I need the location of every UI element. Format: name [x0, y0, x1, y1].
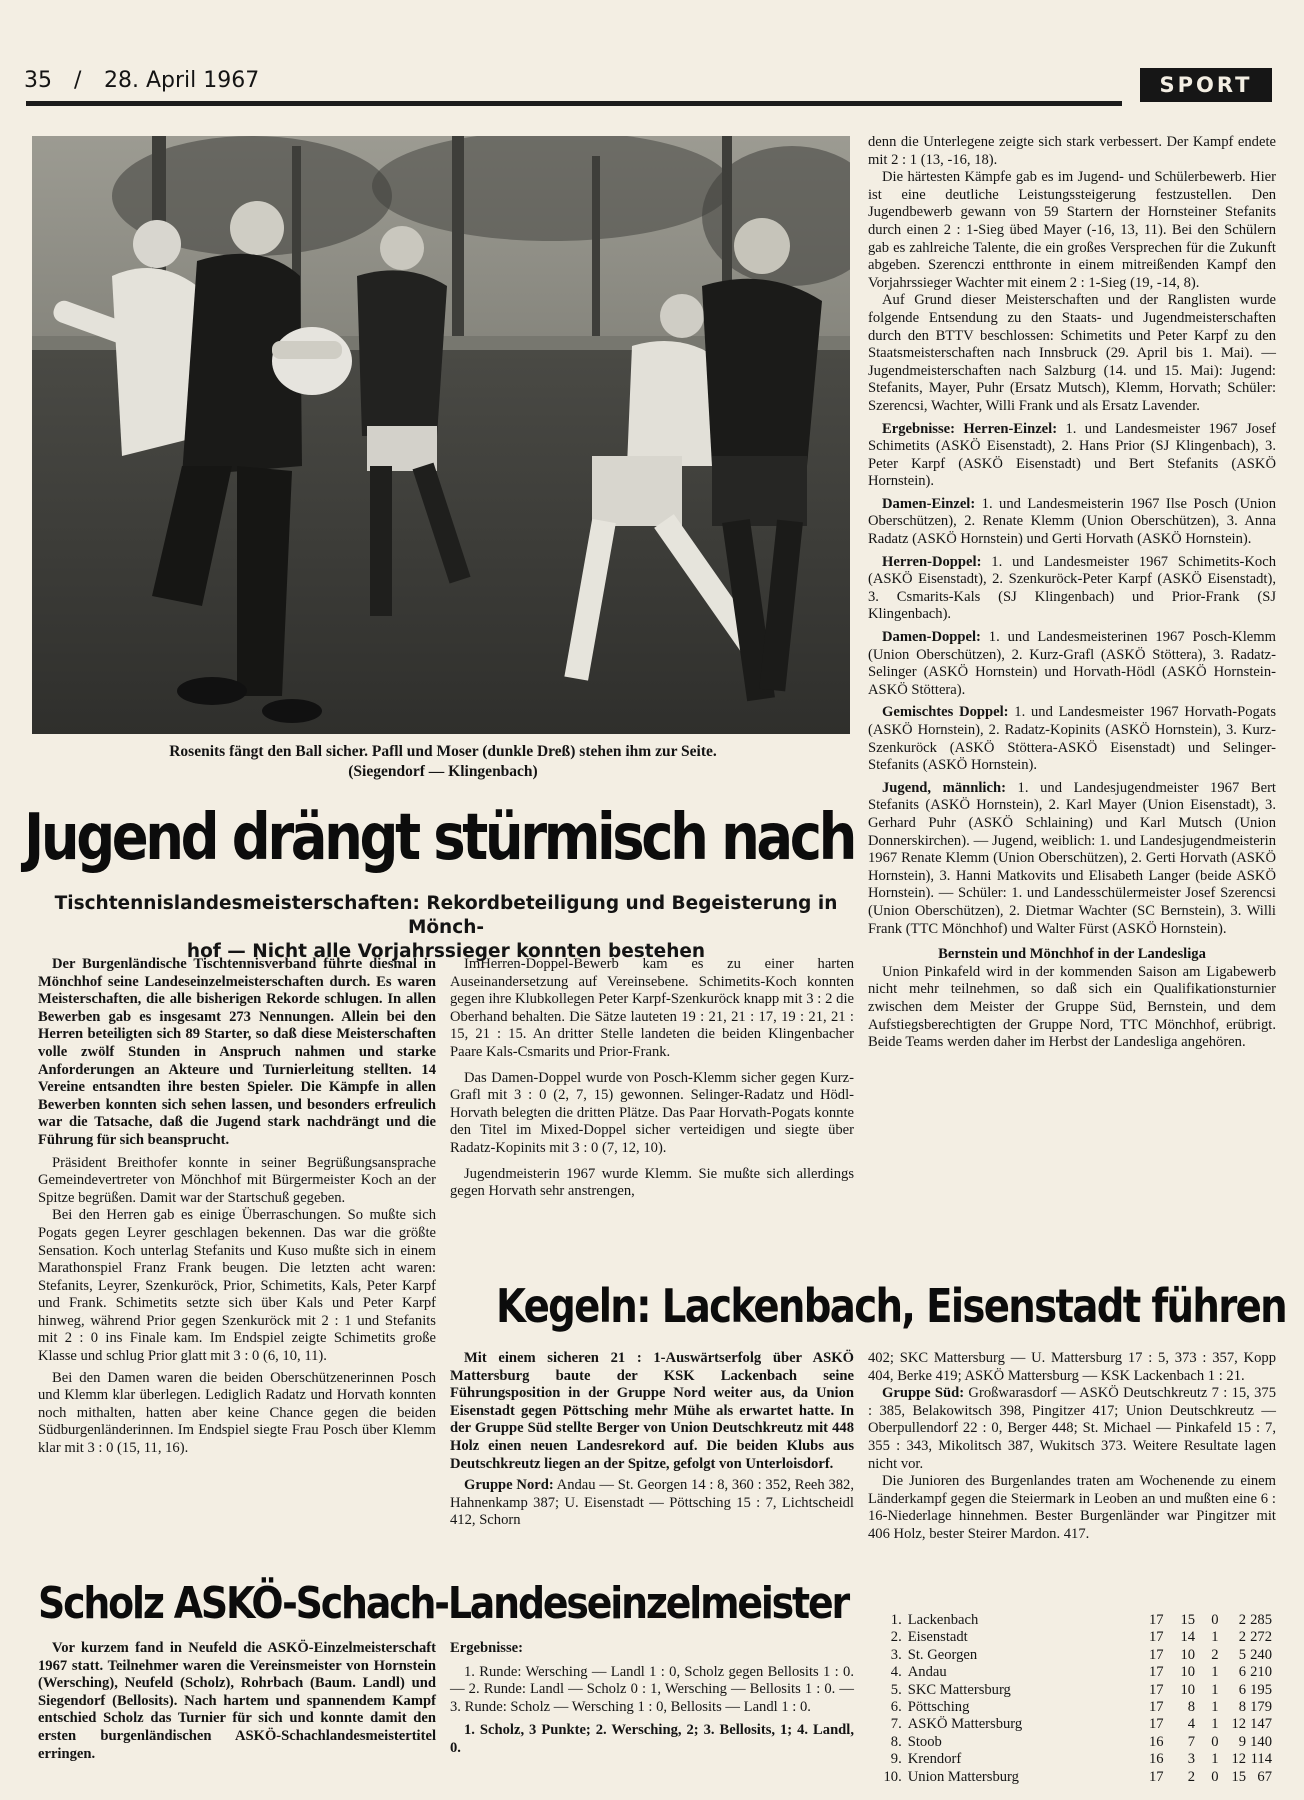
table-cell: 2 — [1211, 1646, 1219, 1663]
tt-paragraph: ImHerren-Doppel-Bewerb kam es zu einer harten Auseinandersetzung auf Vereinsebene. Schimetits-Koch konnten gegen ihre Klubkollegen Peter Karpf-Szenkuröck knapp mit 3 : 2 die Oberhand behalten. Die Sätze lauteten 19 : 21, 21 : 17, 19 : 21, 21 : 15, 21 : 15. An dritter Stelle landeten die beiden Klingenbacher Paare Kals-Csmarits und Prior-Frank. — [450, 956, 854, 1060]
table-row — [876, 1699, 1272, 1716]
issue-date: 28. April 1967 — [104, 68, 260, 93]
group-text: Großwarasdorf — ASKÖ Deutschkreutz 7 : 15, 375 : 385, Belakowitsch 398, Pingitzer 417; Union Deutschkreutz — Oberpullendorf 22 : 0, Berger 448; St. Michael — Pinkafeld 15 : 7, 355 : 343, Mikolitsch 387, Wukitsch 373. Weitere Resultate lagen nicht vor. — [868, 1385, 1277, 1472]
table-cell: 6. — [890, 1699, 902, 1716]
kegeln-headline: Kegeln: Lackenbach, Eisenstadt führen — [496, 1279, 1286, 1333]
table-cell: 0 — [1211, 1612, 1219, 1628]
result-label: Ergebnisse: Herren-Einzel: — [882, 420, 1058, 437]
table-cell: 2. — [890, 1629, 902, 1646]
kegeln-nord-continued: 402; SKC Mattersburg — U. Mattersburg 17 : 5, 373 : 357, Kopp 404, Berke 419; ASKÖ Mattersburg — KSK Lackenbach 1 : 21. — [868, 1350, 1276, 1384]
header-separator: / — [74, 68, 82, 93]
table-cell: 17 — [1149, 1664, 1164, 1681]
table-cell: 17 — [1149, 1681, 1164, 1698]
table-cell: 195 — [1250, 1681, 1272, 1698]
result-label: Gemischtes Doppel: — [882, 704, 1009, 721]
tt-paragraph: Das Damen-Doppel wurde von Posch-Klemm sicher gegen Kurz-Grafl mit 3 : 0 (2, 7, 15) gewonnen. Selinger-Radatz und Hödl-Horvath belegten die dritten Plätze. Das Paar Horvath-Pogats konnte den Titel im Mixed-Doppel sicher verteidigen und siegte über Radatz-Kopinits mit 3 : 0 (7, 12, 10). — [450, 1069, 854, 1156]
table-cell: 8 — [1187, 1699, 1196, 1716]
table-cell: 2 — [1238, 1629, 1247, 1646]
table-cell: 67 — [1257, 1768, 1272, 1785]
table-cell: 114 — [1250, 1751, 1272, 1768]
result-text: 1. und Landesmeisterin 1967 Ilse Posch (Union Oberschützen), 2. Renate Klemm (Union Oberschützen), 3. Anna Radatz (ASKÖ Hornstein) und Gerti Horvath (ASKÖ Hornstein). — [868, 495, 1276, 548]
table-cell: 272 — [1250, 1629, 1272, 1646]
tt-result-herren-doppel — [868, 554, 1276, 624]
table-cell: 17 — [1149, 1716, 1164, 1733]
schach-column-2 — [450, 1640, 854, 1758]
team-name-cell: Andau — [907, 1664, 947, 1681]
table-cell: 17 — [1149, 1629, 1164, 1646]
table-cell: 179 — [1250, 1699, 1272, 1716]
table-cell: 4. — [890, 1664, 902, 1681]
table-cell: 5. — [890, 1681, 902, 1698]
result-label: Damen-Doppel: — [882, 629, 981, 646]
table-cell: 1 — [1211, 1629, 1219, 1646]
table-cell: 10 — [1180, 1681, 1196, 1698]
table-row — [876, 1751, 1272, 1768]
table-cell: 147 — [1250, 1716, 1272, 1733]
tt-result-damen-einzel — [868, 496, 1276, 549]
liga-subhead: Bernstein und Mönchhof in der Landesliga — [938, 946, 1206, 963]
table-cell: 1 — [1211, 1716, 1219, 1733]
table-cell: 10 — [1180, 1646, 1196, 1663]
table-cell: 15 — [1231, 1768, 1247, 1785]
football-photo-illustration — [32, 136, 850, 734]
tt-paragraph: Jugendmeisterin 1967 wurde Klemm. Sie mußte sich allerdings gegen Horvath sehr anstrengen, — [450, 1165, 854, 1200]
team-name-cell: Pöttsching — [907, 1699, 970, 1716]
table-cell: 3 — [1187, 1751, 1196, 1768]
table-cell: 1 — [1211, 1664, 1219, 1681]
tt-paragraph: Die härtesten Kämpfe gab es im Jugend- und Schülerbewerb. Hier ist eine deutliche Leistungssteigerung festzustellen. Den Jugendbewerb gewann von 59 Startern der Hornsteiner Stefanits durch einen 2 : 1-Sieg übed Mayer (-16, 13, 11). Bei den Schülern gab es zahlreiche Talente, die ein großes Versprechen für die Zukunft abgeben. Szerenczi entthronte in einem mitreißenden Kampf den Vorjahrssieger Wachter mit einem 2 : 1-Sieg (19, -14, 8). — [868, 169, 1276, 291]
tt-paragraph: Auf Grund dieser Meisterschaften und der Ranglisten wurde folgende Entsendung zu den Staats- und Jugendmeisterschaften durch den BTTV beschlossen: Schimetits und Peter Karpf zu den Staatsmeisterschaften nach Innsbruck (29. April bis 1. Mai). — Jugendmeisterschaften nach Salzburg (14. und 15. Mai): Jugend: Stefanits, Mayer, Puhr (Ersatz Mutsch), Klemm, Horvath; Schüler: Szerencsi, Wachter, Willi Frank und als Ersatz Lavender. — [868, 292, 1276, 414]
tt-paragraph: denn die Unterlegene zeigte sich stark verbessert. Der Kampf endete mit 2 : 1 (13, -16, 18). — [868, 134, 1276, 168]
tt-column-1 — [38, 956, 436, 1458]
table-cell: 6 — [1238, 1681, 1247, 1698]
table-row — [876, 1734, 1272, 1751]
group-text: Andau — St. Georgen 14 : 8, 360 : 352, Reeh 382, Hahnenkamp 387; U. Eisenstadt — Pöttsching 15 : 7, Lichtscheidl 412, Schorn — [450, 1477, 854, 1529]
table-cell: 8 — [1238, 1699, 1247, 1716]
table-cell: 2 — [1187, 1768, 1196, 1785]
schach-column-1 — [38, 1640, 436, 1763]
schach-headline: Scholz ASKÖ-Schach-Landeseinzelmeister — [38, 1578, 848, 1629]
team-name-cell: ASKÖ Mattersburg — [907, 1716, 1023, 1733]
tt-lead-paragraph: Der Burgenländische Tischtennisverband führte diesmal in Mönchhof seine Landeseinzelmeisterschaften durch. Es waren Meisterschaften, die alle bisherigen Rekorde schlugen. In allen Bewerben gab es insgesamt 273 Nennungen. Allein bei den Herren beteiligten sich 89 Starter, so daß diese Meisterschaften volle zwölf Stunden in Anspruch nahmen und starke Anforderungen an Akteure und Turnierleitung stellten. 14 Vereine entsandten ihre besten Spieler. Die Kämpfe in allen Bewerben konnten sich sehen lassen, und besonders erfreulich war die Tatsache, daß die Jugend stark nachdrängt und die Führung für sich beansprucht. — [38, 956, 436, 1148]
schach-results-head: Ergebnisse: — [450, 1640, 523, 1656]
section-label: SPORT — [1140, 68, 1272, 102]
tt-result-damen-doppel — [868, 629, 1276, 699]
table-row — [876, 1769, 1272, 1786]
team-name-cell: Lackenbach — [907, 1612, 979, 1628]
group-label: Gruppe Süd: — [882, 1385, 965, 1402]
photo-caption-line1: Rosenits fängt den Ball sicher. Pafll und Moser (dunkle Dreß) stehen ihm zur Seite. — [169, 743, 717, 760]
schach-rounds: 1. Runde: Wersching — Landl 1 : 0, Scholz gegen Bellosits 1 : 0. — 2. Runde: Landl — Scholz 0 : 1, Wersching — Bellosits 1 : 0. — 3. Runde: Scholz — Wersching 1 : 0, Bellosits — Landl 1 : 0. — [450, 1663, 854, 1715]
table-cell: 7. — [890, 1716, 902, 1733]
photo-caption — [30, 742, 856, 782]
table-cell: 8. — [890, 1733, 902, 1750]
tt-paragraph: Bei den Herren gab es einige Überraschungen. So mußte sich Pogats gegen Leyrer geschlagen bekennen. Das war die größte Sensation. Koch unterlag Stefanits und Kuso mußte sich in einem Marathonspiel Franz Frank beugen. Die letzten acht waren: Stefanits, Leyrer, Szenkuröck, Prior, Schimetits, Kals, Peter Karpf und Frank. Schimetits setzte sich über Kals und Peter Karpf hinweg, während Prior gegen Szenkuröck mit 2 : 1 und Stefanits mit 2 : 0 ins Finale kam. Im Endspiel zeigte Schimetits große Klasse und schlug Prior glatt mit 3 : 0 (6, 10, 11). — [38, 1207, 436, 1365]
tt-column-3 — [868, 134, 1276, 1052]
team-name-cell: Eisenstadt — [907, 1629, 968, 1646]
kegeln-gruppe-sued — [868, 1385, 1276, 1473]
schach-final: 1. Scholz, 3 Punkte; 2. Wersching, 2; 3. Bellosits, 1; 4. Landl, 0. — [450, 1722, 854, 1756]
table-cell: 10. — [883, 1768, 902, 1785]
table-row — [876, 1682, 1272, 1699]
result-text: 1. und Landesmeister 1967 Josef Schimetits (ASKÖ Eisenstadt), 2. Hans Prior (SJ Klingenbach), 3. Peter Karpf (ASKÖ Eisenstadt) und Bert Stefanits (ASKÖ Hornstein). — [868, 420, 1276, 490]
table-cell: 210 — [1250, 1664, 1272, 1681]
table-cell: 17 — [1149, 1612, 1164, 1628]
kegeln-column-2 — [868, 1350, 1276, 1544]
table-row — [876, 1664, 1272, 1681]
table-cell: 3. — [890, 1646, 902, 1663]
table-cell: 14 — [1180, 1629, 1196, 1646]
table-cell: 5 — [1238, 1646, 1247, 1663]
table-cell: 16 — [1149, 1751, 1164, 1768]
team-name-cell: Stoob — [907, 1733, 942, 1750]
football-photo — [32, 136, 850, 734]
team-name-cell: Union Mattersburg — [907, 1768, 1019, 1785]
table-cell: 17 — [1149, 1699, 1164, 1716]
schach-lead: Vor kurzem fand in Neufeld die ASKÖ-Einzelmeisterschaft 1967 statt. Teilnehmer waren die Vereinsmeister von Hornstein (Wersching), Neufeld (Scholz), Rohrbach (Baum. Landl) und Siegendorf (Bellosits). Nach hartem und spannendem Kampf entschied Scholz das Turnier für sich und konnte damit den ersten burgenländischen ASKÖ-Schachlandesmeistertitel erringen. — [38, 1640, 436, 1762]
table-cell: 7 — [1187, 1733, 1196, 1750]
tt-result-herren-einzel — [868, 421, 1276, 491]
table-row — [876, 1612, 1272, 1629]
standings-table — [876, 1612, 1272, 1786]
table-cell: 10 — [1180, 1664, 1196, 1681]
result-label: Damen-Einzel: — [882, 495, 976, 512]
result-text: 1. und Landesmeister 1967 Horvath-Pogats (ASKÖ Hornstein), 2. Radatz-Kopinits (ASKÖ Hornstein), 3. Kurz-Szenkuröck (ASKÖ Stöttera-ASKÖ Eisenstadt) und Selinger-Stefanits (ASKÖ Hornstein). — [868, 704, 1276, 774]
tt-subhead-line2: hof — Nicht alle Vorjahrssieger konnten bestehen — [186, 941, 706, 962]
table-cell: 1 — [1211, 1681, 1219, 1698]
photo-caption-line2: (Siegendorf — Klingenbach) — [348, 763, 538, 780]
result-text: 1. und Landesjugendmeister 1967 Bert Stefanits (ASKÖ Hornstein), 2. Karl Mayer (Union Eisenstadt), 3. Gerhard Puhr (ASKÖ Schlaining) und Karl Mutsch (Union Donnerskirchen). — Jugend, weiblich: 1. und Landesjugendmeisterin 1967 Renate Klemm (Union Oberschützen), 2. Gerti Horvath (ASKÖ Hornstein), 3. Hanni Matkovits und Elisabeth Langer (beide ASKÖ Hornstein). — Schüler: 1. und Landesschülermeister Josef Szerencsi (Union Oberschützen), 2. Dietmar Wachter (SC Bernstein), 3. Willi Frank (TTC Mönchhof) und Walter Fürst (ASKÖ Hornstein). — [868, 779, 1276, 937]
kegeln-gruppe-nord — [450, 1477, 854, 1530]
table-cell: 285 — [1250, 1612, 1272, 1628]
tt-result-mixed — [868, 704, 1276, 774]
liga-paragraph: Union Pinkafeld wird in der kommenden Saison am Ligabewerb nicht mehr teilnehmen, so daß sich ein Qualifikationsturnier zwischen dem Meister der Gruppe Süd, Bernstein, und dem Aufstiegsberechtigten der Gruppe Nord, TTC Mönchhof, erübrigt. Beide Teams werden daher im Herbst der Landesliga angehören. — [868, 963, 1276, 1051]
result-label: Jugend, männlich: — [882, 779, 1006, 796]
table-cell: 12 — [1231, 1751, 1247, 1768]
table-cell: 15 — [1180, 1612, 1196, 1628]
tt-subhead-line1: Tischtennislandesmeisterschaften: Rekordbeteiligung und Begeisterung in Mönch- — [54, 893, 838, 938]
tt-result-jugend — [868, 780, 1276, 938]
table-row — [876, 1716, 1272, 1733]
table-cell: 1. — [890, 1612, 902, 1628]
tt-paragraph: Präsident Breithofer konnte in seiner Begrüßungsansprache Gemeindevertreter von Mönchhof mit Bürgermeister Koch an der Spitze begrüßen. Damit war der Startschuß gegeben. — [38, 1154, 436, 1206]
table-cell: 6 — [1238, 1664, 1247, 1681]
table-cell: 16 — [1149, 1733, 1164, 1750]
table-cell: 0 — [1211, 1733, 1219, 1750]
team-name-cell: St. Georgen — [907, 1646, 978, 1663]
table-cell: 1 — [1211, 1699, 1219, 1716]
table-cell: 140 — [1250, 1733, 1272, 1750]
page-number: 35 — [24, 68, 52, 93]
kegeln-lead: Mit einem sicheren 21 : 1-Auswärtserfolg über ASKÖ Mattersburg baute der KSK Lackenbach seine Führungsposition in der Gruppe Nord weiter aus, da Union Eisenstadt gegen Pöttsching mehr Mühe als erwartet hatte. In der Gruppe Süd stellte Berger von Union Deutschkreutz mit 448 Holz einen neuen Landesrekord auf. Die beiden Klubs aus Deutschkreutz liegen an der Spitze, gefolgt von Unterloisdorf. — [450, 1350, 854, 1472]
result-text: 1. und Landesmeisterinen 1967 Posch-Klemm (Union Oberschützen), 2. Kurz-Grafl (ASKÖ Stöttera), 3. Radatz-Selinger (ASKÖ Hornstein) und Horvath-Hödl (ASKÖ Hornstein-ASKÖ Stöttera). — [868, 629, 1276, 698]
table-cell: 2 — [1238, 1612, 1247, 1628]
table-row — [876, 1647, 1272, 1664]
table-cell: 9. — [890, 1751, 902, 1768]
header-rule — [26, 101, 1122, 106]
result-label: Herren-Doppel: — [882, 553, 982, 570]
result-text: 1. und Landesmeister 1967 Schimetits-Koch (ASKÖ Eisenstadt), 2. Szenkuröck-Peter Karpf (ASKÖ Eisenstadt), 3. Csmarits-Kals (SJ Klingenbach) und Prior-Frank (SJ Klingenbach). — [868, 553, 1276, 623]
table-cell: 240 — [1250, 1646, 1272, 1663]
table-cell: 17 — [1149, 1646, 1164, 1663]
team-name-cell: Krendorf — [907, 1751, 962, 1768]
tt-headline: Jugend drängt stürmisch nach — [24, 801, 854, 875]
tt-column-2 — [450, 956, 854, 1201]
table-cell: 12 — [1231, 1716, 1247, 1733]
group-label: Gruppe Nord: — [464, 1477, 554, 1494]
table-cell: 1 — [1211, 1751, 1219, 1768]
table-cell: 9 — [1238, 1733, 1247, 1750]
kegeln-junioren: Die Junioren des Burgenlandes traten am Wochenende zu einem Länderkampf gegen die Steiermark in Leoben an und mußten eine 6 : 16-Niederlage hinnehmen. Bester Burgenländer war Pingitzer mit 406 Holz, bester Steirer Mardon. 417. — [868, 1473, 1276, 1542]
team-name-cell: SKC Mattersburg — [907, 1681, 1011, 1698]
table-cell: 4 — [1187, 1716, 1196, 1733]
kegeln-column-1 — [450, 1350, 854, 1530]
tt-paragraph: Bei den Damen waren die beiden Oberschützenerinnen Posch und Klemm klar überlegen. Lediglich Radatz und Horvath konnten noch mithalten, hatten aber keine Chance gegen die beiden Südburgenländerinnen. Im Endspiel siegte Frau Posch über Klemm klar mit 3 : 0 (15, 11, 16). — [38, 1369, 436, 1457]
table-row — [876, 1629, 1272, 1646]
table-cell: 17 — [1149, 1768, 1164, 1785]
table-cell: 0 — [1211, 1768, 1219, 1785]
tt-subhead — [40, 892, 852, 964]
